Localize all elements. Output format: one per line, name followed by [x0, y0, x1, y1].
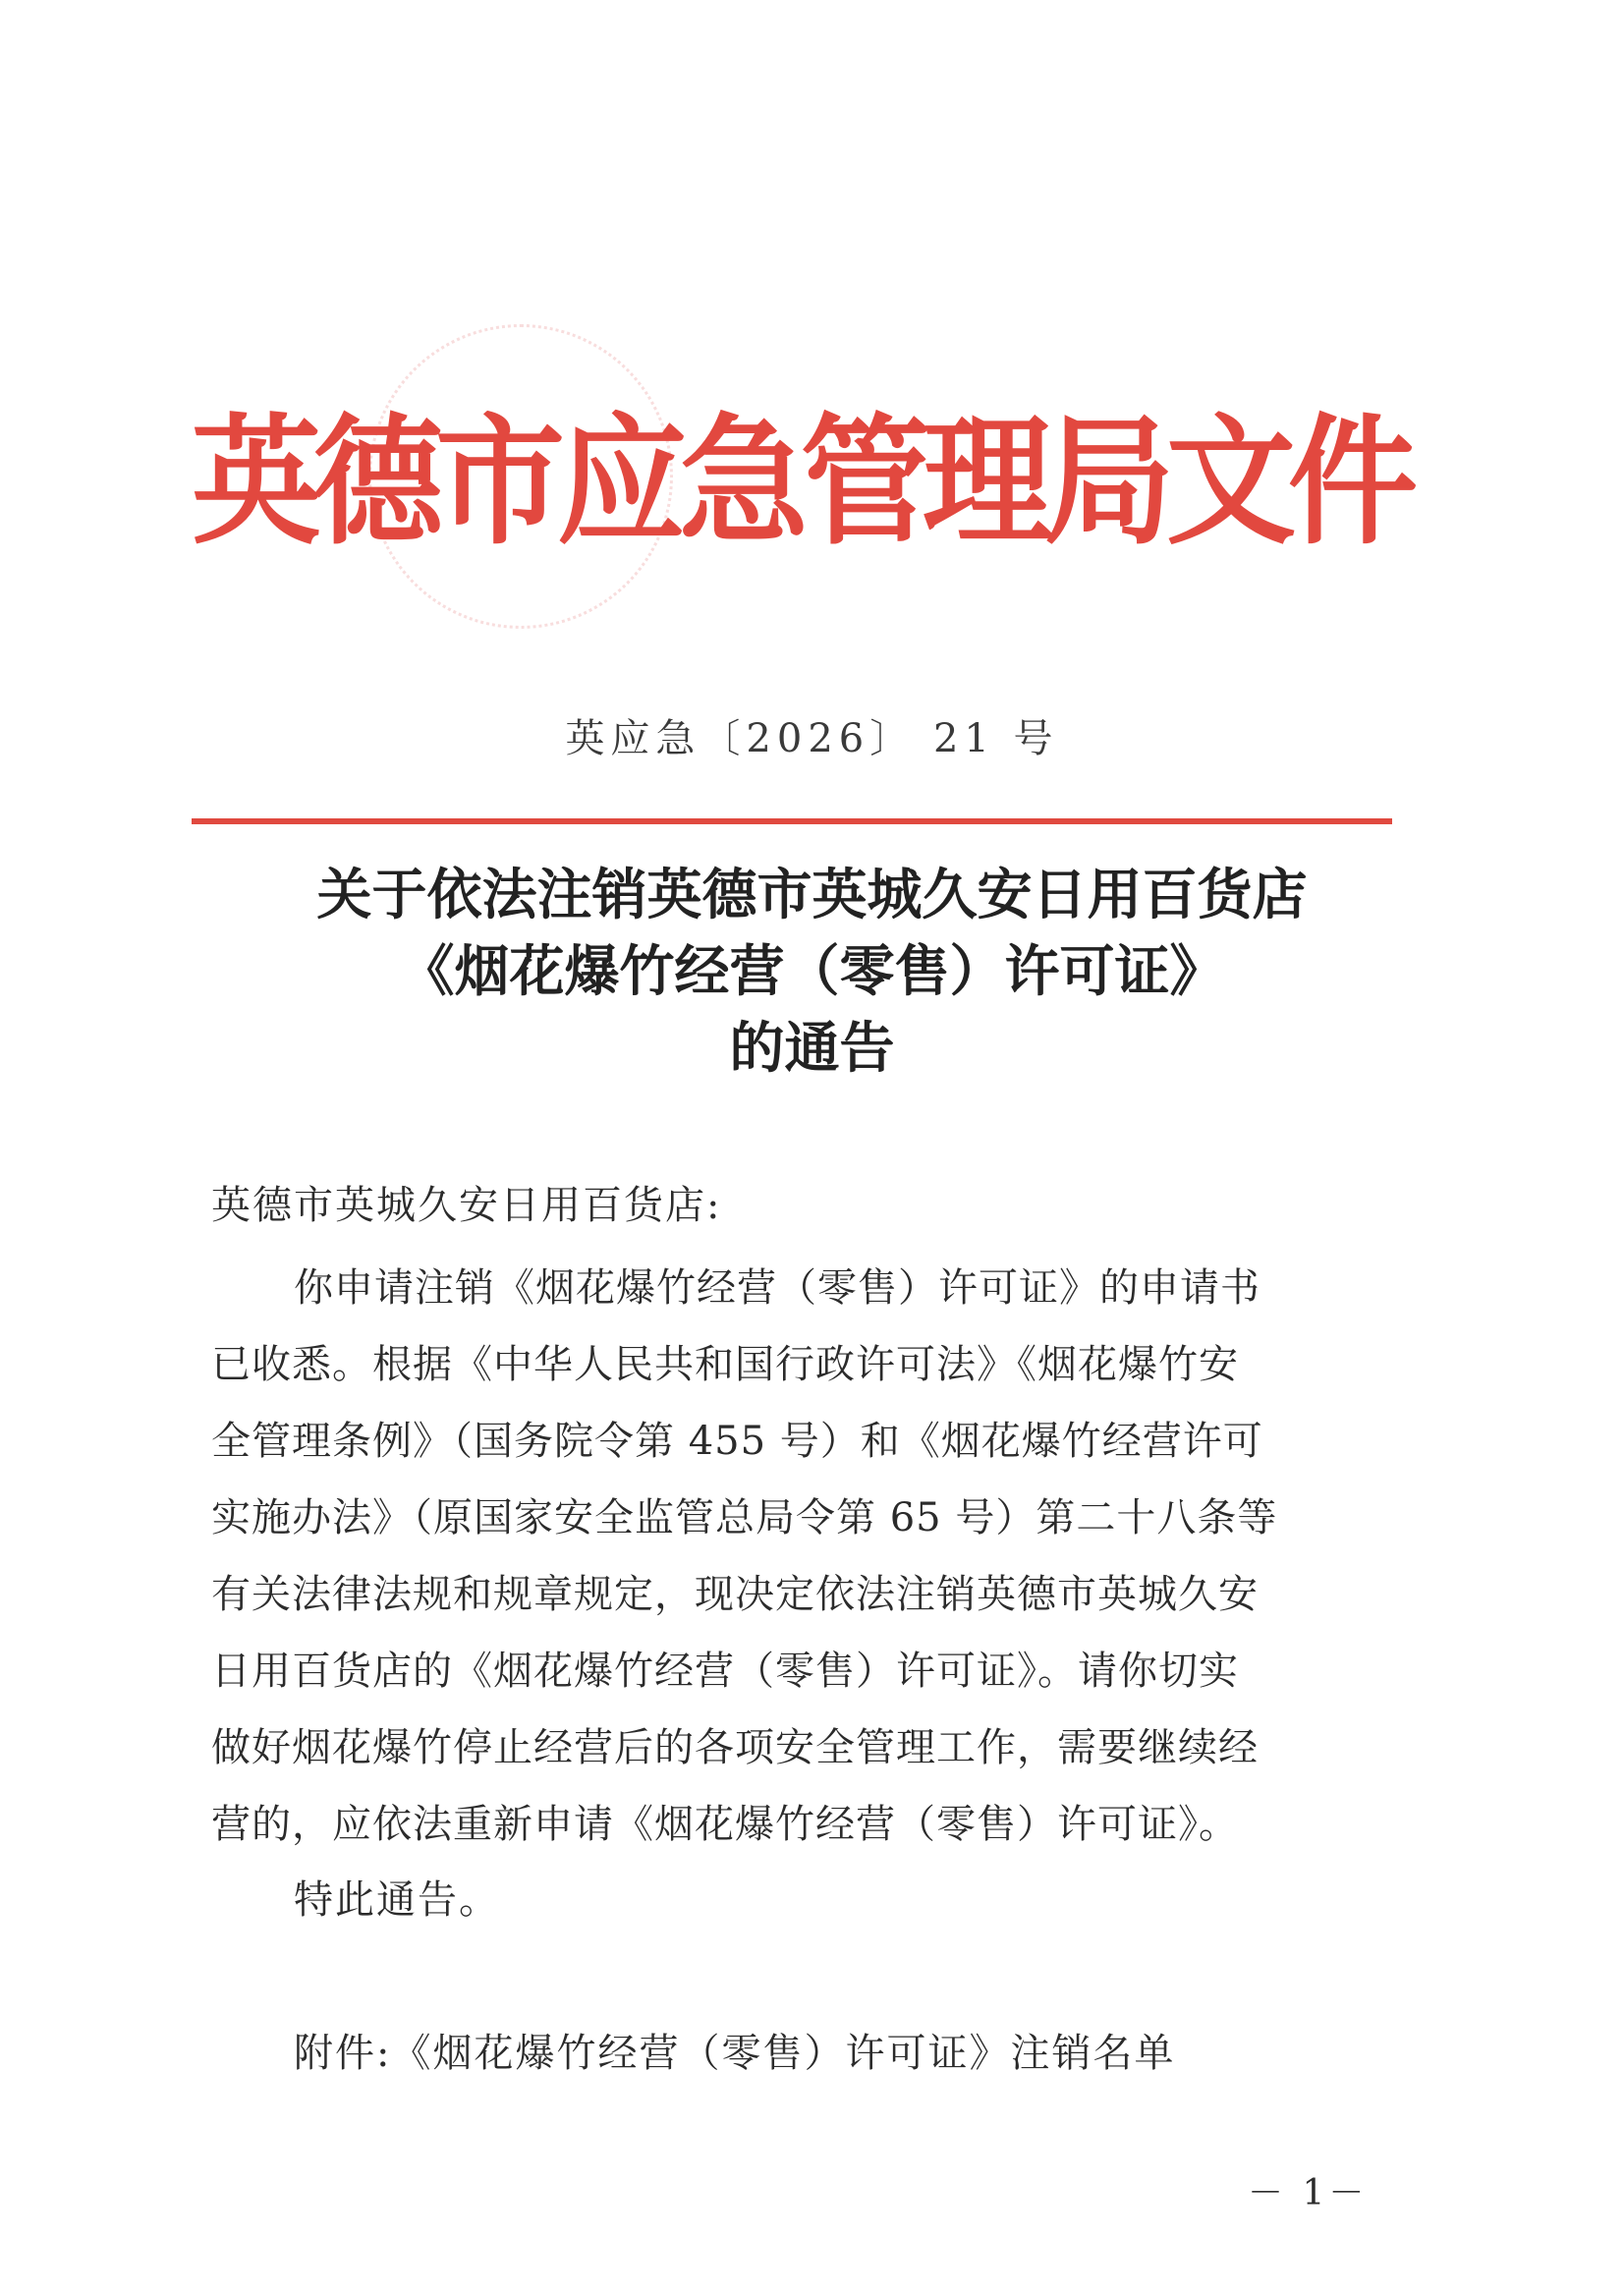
body-line: 营的，应依法重新申请《烟花爆竹经营（零售）许可证》。 [211, 1802, 1239, 1847]
body-line: 全管理条例》（国务院令第 455 号）和《烟花爆竹经营许可 [211, 1419, 1263, 1464]
attachment-note: 附件:《烟花爆竹经营（零售）许可证》注销名单 [294, 2031, 1176, 2076]
body-line: 做好烟花爆竹停止经营后的各项安全管理工作，需要继续经 [211, 1725, 1259, 1770]
body-line: 实施办法》（原国家安全监管总局令第 65 号）第二十八条等 [211, 1495, 1278, 1540]
red-divider-rule [192, 818, 1392, 824]
document-number: 英应急〔2026〕 21 号 [565, 716, 1059, 761]
body-line: 你申请注销《烟花爆竹经营（零售）许可证》的申请书 [294, 1265, 1260, 1311]
addressee: 英德市英城久安日用百货店: [211, 1183, 722, 1228]
notice-body [211, 1250, 1341, 1863]
page-number: － 1－ [1248, 2173, 1369, 2213]
notice-title [0, 857, 1624, 1087]
notice-title-line-3: 的通告 [729, 1016, 895, 1081]
notice-title-line-1: 关于依法注销英德市英城久安日用百货店 [316, 863, 1308, 927]
body-line: 已收悉。根据《中华人民共和国行政许可法》《烟花爆竹安 [211, 1342, 1239, 1387]
body-line: 日用百货店的《烟花爆竹经营（零售）许可证》。请你切实 [211, 1649, 1239, 1694]
closing-statement: 特此通告。 [294, 1877, 500, 1923]
issuing-authority-title: 英德市应急管理局文件 [192, 400, 1410, 565]
body-line: 有关法律法规和规章规定，现决定依法注销英德市英城久安 [211, 1572, 1259, 1617]
notice-title-line-2: 《烟花爆竹经营（零售）许可证》 [399, 939, 1225, 1004]
